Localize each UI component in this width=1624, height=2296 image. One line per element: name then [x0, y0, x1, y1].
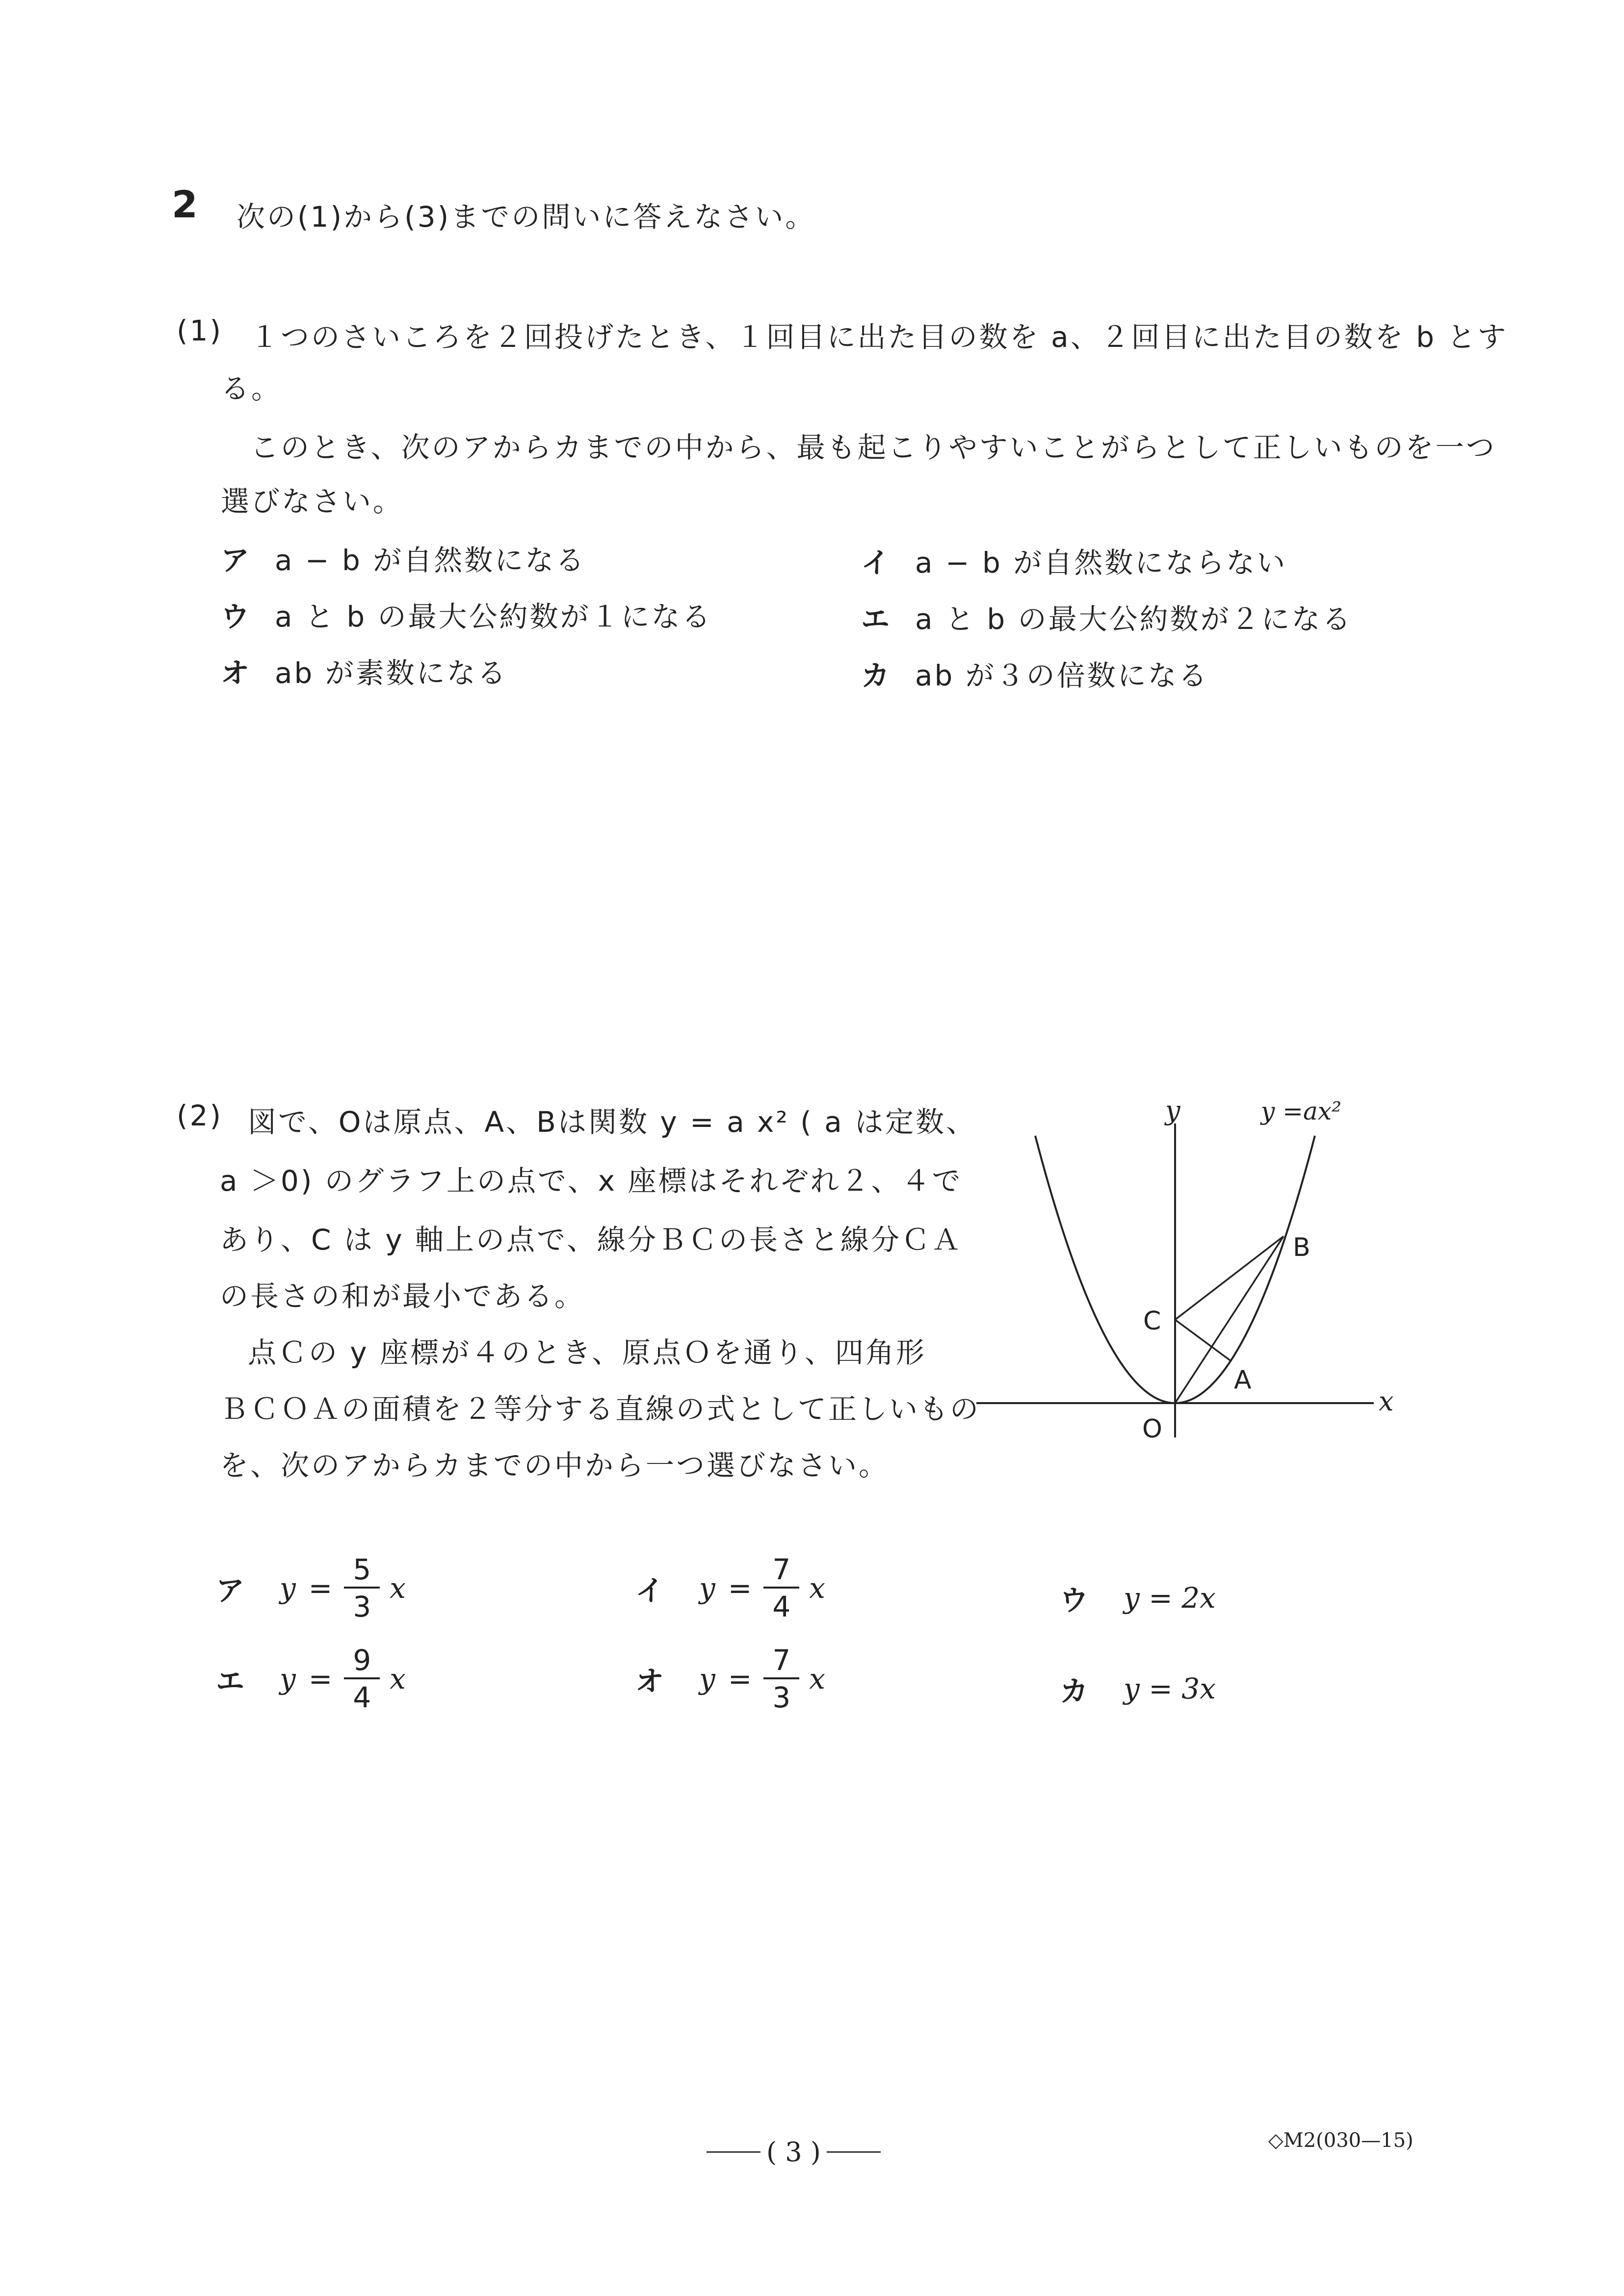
q1-option-u[interactable] [221, 594, 712, 635]
q2-line2: a ＞0) のグラフ上の点で、x 座標はそれぞれ２、４で [220, 1164, 963, 1198]
fraction-numerator: 7 [763, 1555, 799, 1589]
parabola-figure [971, 1094, 1413, 1457]
option-label: カ [1060, 1674, 1089, 1708]
form-code: ◇M2(030—15) [1268, 2129, 1414, 2152]
segment-ob [1175, 1236, 1283, 1403]
fraction-denominator: 4 [353, 1681, 371, 1714]
q1-line4: 選びなさい。 [221, 485, 404, 518]
option-text: a と b の最大公約数が２になる [915, 602, 1353, 636]
y-axis-label: y [1165, 1095, 1180, 1126]
q2-option-a[interactable] [216, 1555, 406, 1621]
q1-option-a[interactable] [221, 537, 586, 578]
point-o-label: O [1142, 1414, 1162, 1444]
option-label: ア [216, 1574, 245, 1607]
option-label: イ [635, 1574, 664, 1607]
point-c-label: C [1143, 1306, 1161, 1336]
option-equals: = [728, 1571, 752, 1605]
q2-option-e[interactable] [216, 1646, 406, 1712]
page-rule-right [827, 2151, 881, 2153]
option-fraction [763, 1555, 799, 1621]
q1-option-ka[interactable] [861, 652, 1209, 694]
point-b-label: B [1293, 1233, 1310, 1262]
q2-line4: の長さの和が最小である。 [220, 1279, 585, 1313]
q2-line7: を、次のアからカまでの中から一つ選びなさい。 [220, 1449, 890, 1482]
q1-option-o[interactable] [221, 650, 508, 691]
fraction-numerator: 7 [763, 1646, 799, 1679]
option-label: ウ [1060, 1584, 1089, 1617]
question-number: 2 [172, 183, 198, 226]
option-text: y = 2x [1124, 1581, 1216, 1615]
option-x: x [390, 1571, 406, 1605]
q2-line6: ＢＣＯＡの面積を２等分する直線の式として正しいもの [220, 1392, 981, 1426]
option-text: a − b が自然数にならない [915, 546, 1287, 579]
option-text: ab が３の倍数になる [915, 659, 1209, 692]
fraction-denominator: 4 [772, 1590, 791, 1623]
option-label: エ [216, 1665, 245, 1698]
page-number: ( 3 ) [766, 2137, 821, 2167]
q1-line3: このとき、次のアからカまでの中から、最も起こりやすいことがらとして正しいものを一つ [250, 431, 1496, 464]
option-x: x [809, 1662, 826, 1696]
option-x: x [390, 1662, 406, 1696]
x-axis-label: x [1379, 1386, 1394, 1417]
q1-option-i[interactable] [861, 540, 1287, 581]
option-label: ウ [221, 600, 252, 633]
option-text: y = 3x [1124, 1672, 1216, 1705]
segment-cb [1175, 1236, 1283, 1320]
option-y: y [280, 1662, 296, 1696]
point-a-label: A [1234, 1365, 1252, 1395]
q2-option-ka[interactable] [1060, 1668, 1216, 1709]
fraction-numerator: 5 [344, 1555, 380, 1589]
q2-option-i[interactable] [635, 1555, 825, 1621]
option-label: カ [861, 659, 892, 692]
option-fraction [763, 1646, 799, 1712]
option-x: x [809, 1571, 826, 1605]
fraction-denominator: 3 [772, 1681, 791, 1714]
page-rule-left [707, 2151, 760, 2153]
option-y: y [699, 1571, 715, 1605]
option-y: y [280, 1571, 296, 1605]
option-fraction [344, 1646, 380, 1712]
q2-line1: 図で、Oは原点、A、Bは関数 y = a x² ( a は定数、 [248, 1105, 977, 1139]
segment-ca [1175, 1320, 1231, 1361]
q1-option-e[interactable] [861, 596, 1353, 637]
option-label: イ [861, 546, 892, 579]
q2-option-u[interactable] [1060, 1577, 1216, 1618]
q2-number: (2) [177, 1099, 223, 1132]
option-label: ア [221, 544, 252, 577]
instruction: 次の(1)から(3)までの問いに答えなさい。 [236, 200, 816, 234]
option-text: a − b が自然数になる [275, 544, 586, 577]
option-y: y [699, 1662, 715, 1696]
fraction-denominator: 3 [353, 1590, 371, 1623]
curve-label: y =ax² [1261, 1097, 1342, 1125]
q2-line3: あり、C は y 軸上の点で、線分ＢＣの長さと線分ＣＡ [220, 1223, 962, 1256]
option-text: ab が素数になる [275, 656, 508, 690]
option-equals: = [308, 1662, 333, 1696]
page-number-block [707, 2137, 903, 2167]
q1-line1: １つのさいころを２回投げたとき、１回目に出た目の数を a、２回目に出た目の数を b とす [250, 320, 1508, 354]
option-label: オ [221, 656, 252, 690]
option-text: a と b の最大公約数が１になる [275, 600, 712, 633]
q2-option-o[interactable] [635, 1646, 825, 1712]
q2-line5: 点Ｃの y 座標が４のとき、原点Ｏを通り、四角形 [248, 1336, 926, 1369]
option-fraction [344, 1555, 380, 1621]
option-equals: = [308, 1571, 333, 1605]
option-label: オ [635, 1665, 664, 1698]
fraction-numerator: 9 [344, 1646, 380, 1679]
q1-number: (1) [177, 314, 223, 347]
option-label: エ [861, 602, 892, 636]
option-equals: = [728, 1662, 752, 1696]
q1-line2: る。 [221, 372, 282, 405]
